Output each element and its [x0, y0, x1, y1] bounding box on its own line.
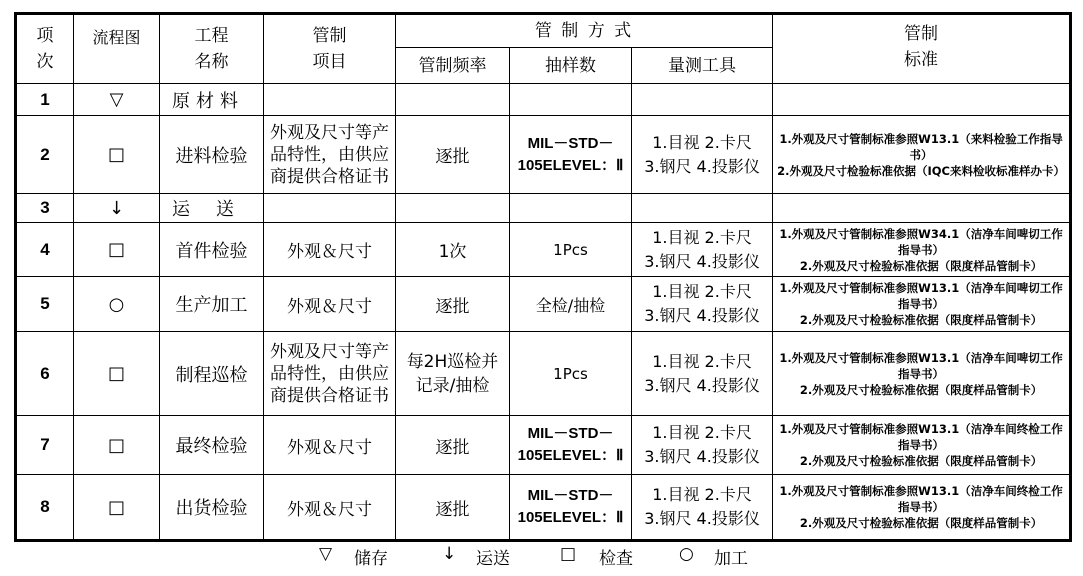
table-row — [16, 416, 1071, 475]
storage-legend-icon: ▽ — [319, 544, 333, 564]
table-row — [16, 332, 1071, 416]
row-name: 制程巡检 — [160, 332, 264, 416]
process-legend-icon: ○ — [679, 544, 694, 564]
row-standard: 1.外观及尺寸管制标准参照W13.1（洁净车间终检工作指导书） 2.外观及尺寸检验标准依据（限度样品管制卡） — [773, 416, 1071, 475]
row-name: 最终检验 — [160, 416, 264, 475]
row-freq: 逐批 — [396, 116, 510, 194]
row-freq — [396, 84, 510, 116]
row-standard: 1.外观及尺寸管制标准参照W34.1（洁净车间啤切工作指导书） 2.外观及尺寸检验标准依据（限度样品管制卡） — [773, 223, 1071, 277]
row-standard — [773, 84, 1071, 116]
legend-transport-label: 运送 — [476, 549, 510, 569]
legend-process-label: 加工 — [714, 549, 748, 569]
row-sample: MIL－STD－ 105ELEVEL：Ⅱ — [510, 475, 632, 541]
transport-legend-icon: ↓ — [442, 544, 457, 564]
process-icon: ○ — [74, 277, 160, 332]
legend-inspection-label: 检查 — [599, 549, 633, 569]
control-plan-table — [14, 12, 1072, 542]
row-no: 3 — [16, 194, 74, 223]
inspection-icon: □ — [74, 475, 160, 541]
legend — [14, 544, 1069, 572]
row-tool: 1.目视 2.卡尺 3.钢尺 4.投影仪 — [632, 416, 773, 475]
storage-icon: ▽ — [74, 84, 160, 116]
row-no: 6 — [16, 332, 74, 416]
row-sample: 全检/抽检 — [510, 277, 632, 332]
row-tool: 1.目视 2.卡尺 3.钢尺 4.投影仪 — [632, 223, 773, 277]
table-row — [16, 84, 1071, 116]
row-freq: 1次 — [396, 223, 510, 277]
row-item — [264, 84, 396, 116]
header-tool: 量测工具 — [632, 48, 773, 84]
inspection-icon: □ — [74, 223, 160, 277]
row-tool — [632, 194, 773, 223]
row-name: 运送 — [160, 194, 264, 223]
inspection-icon: □ — [74, 116, 160, 194]
table-row — [16, 475, 1071, 541]
row-no: 1 — [16, 84, 74, 116]
table-row — [16, 223, 1071, 277]
row-sample — [510, 194, 632, 223]
table-row — [16, 194, 1071, 223]
row-item: 外观＆尺寸 — [264, 277, 396, 332]
header-standard: 管制 标准 — [773, 14, 1071, 84]
table-row — [16, 116, 1071, 194]
row-standard — [773, 194, 1071, 223]
row-freq: 逐批 — [396, 416, 510, 475]
header-method: 管 制 方 式 — [396, 14, 773, 48]
header-flow: 流程图 — [74, 14, 160, 84]
row-sample: 1Pcs — [510, 223, 632, 277]
row-standard: 1.外观及尺寸管制标准参照W13.1（洁净车间啤切工作指导书） 2.外观及尺寸检验标准依据（限度样品管制卡） — [773, 277, 1071, 332]
row-item: 外观＆尺寸 — [264, 475, 396, 541]
row-tool — [632, 84, 773, 116]
row-no: 2 — [16, 116, 74, 194]
row-sample: 1Pcs — [510, 332, 632, 416]
row-tool: 1.目视 2.卡尺 3.钢尺 4.投影仪 — [632, 116, 773, 194]
row-no: 4 — [16, 223, 74, 277]
row-item: 外观＆尺寸 — [264, 416, 396, 475]
row-freq: 逐批 — [396, 475, 510, 541]
row-standard: 1.外观及尺寸管制标准参照W13.1（洁净车间啤切工作指导书） 2.外观及尺寸检验标准依据（限度样品管制卡） — [773, 332, 1071, 416]
inspection-legend-icon: □ — [560, 544, 577, 564]
transport-icon: ↓ — [74, 194, 160, 223]
row-sample: MIL－STD－ 105ELEVEL：Ⅱ — [510, 116, 632, 194]
row-tool: 1.目视 2.卡尺 3.钢尺 4.投影仪 — [632, 332, 773, 416]
row-name: 原材料 — [160, 84, 264, 116]
row-freq: 每2H巡检并 记录/抽检 — [396, 332, 510, 416]
table-row — [16, 277, 1071, 332]
header-freq: 管制频率 — [396, 48, 510, 84]
row-name: 生产加工 — [160, 277, 264, 332]
row-freq — [396, 194, 510, 223]
row-name: 进料检验 — [160, 116, 264, 194]
row-name: 首件检验 — [160, 223, 264, 277]
header-item: 管制 项目 — [264, 14, 396, 84]
row-item: 外观及尺寸等产 品特性，由供应 商提供合格证书 — [264, 332, 396, 416]
row-no: 5 — [16, 277, 74, 332]
legend-storage-label: 储存 — [354, 549, 388, 569]
control-plan-sheet — [14, 12, 1069, 569]
row-standard: 1.外观及尺寸管制标准参照W13.1（来料检验工作指导书） 2.外观及尺寸检验标准依据（IQC来料检收标准样办卡） — [773, 116, 1071, 194]
row-sample: MIL－STD－ 105ELEVEL：Ⅱ — [510, 416, 632, 475]
row-item: 外观＆尺寸 — [264, 223, 396, 277]
header-no: 项 次 — [16, 14, 74, 84]
row-item — [264, 194, 396, 223]
inspection-icon: □ — [74, 332, 160, 416]
row-sample — [510, 84, 632, 116]
inspection-icon: □ — [74, 416, 160, 475]
row-name: 出货检验 — [160, 475, 264, 541]
header-sample: 抽样数 — [510, 48, 632, 84]
row-tool: 1.目视 2.卡尺 3.钢尺 4.投影仪 — [632, 277, 773, 332]
row-no: 8 — [16, 475, 74, 541]
row-freq: 逐批 — [396, 277, 510, 332]
row-tool: 1.目视 2.卡尺 3.钢尺 4.投影仪 — [632, 475, 773, 541]
row-standard: 1.外观及尺寸管制标准参照W13.1（洁净车间终检工作指导书） 2.外观及尺寸检验标准依据（限度样品管制卡） — [773, 475, 1071, 541]
header-name: 工程 名称 — [160, 14, 264, 84]
row-no: 7 — [16, 416, 74, 475]
row-item: 外观及尺寸等产 品特性，由供应 商提供合格证书 — [264, 116, 396, 194]
